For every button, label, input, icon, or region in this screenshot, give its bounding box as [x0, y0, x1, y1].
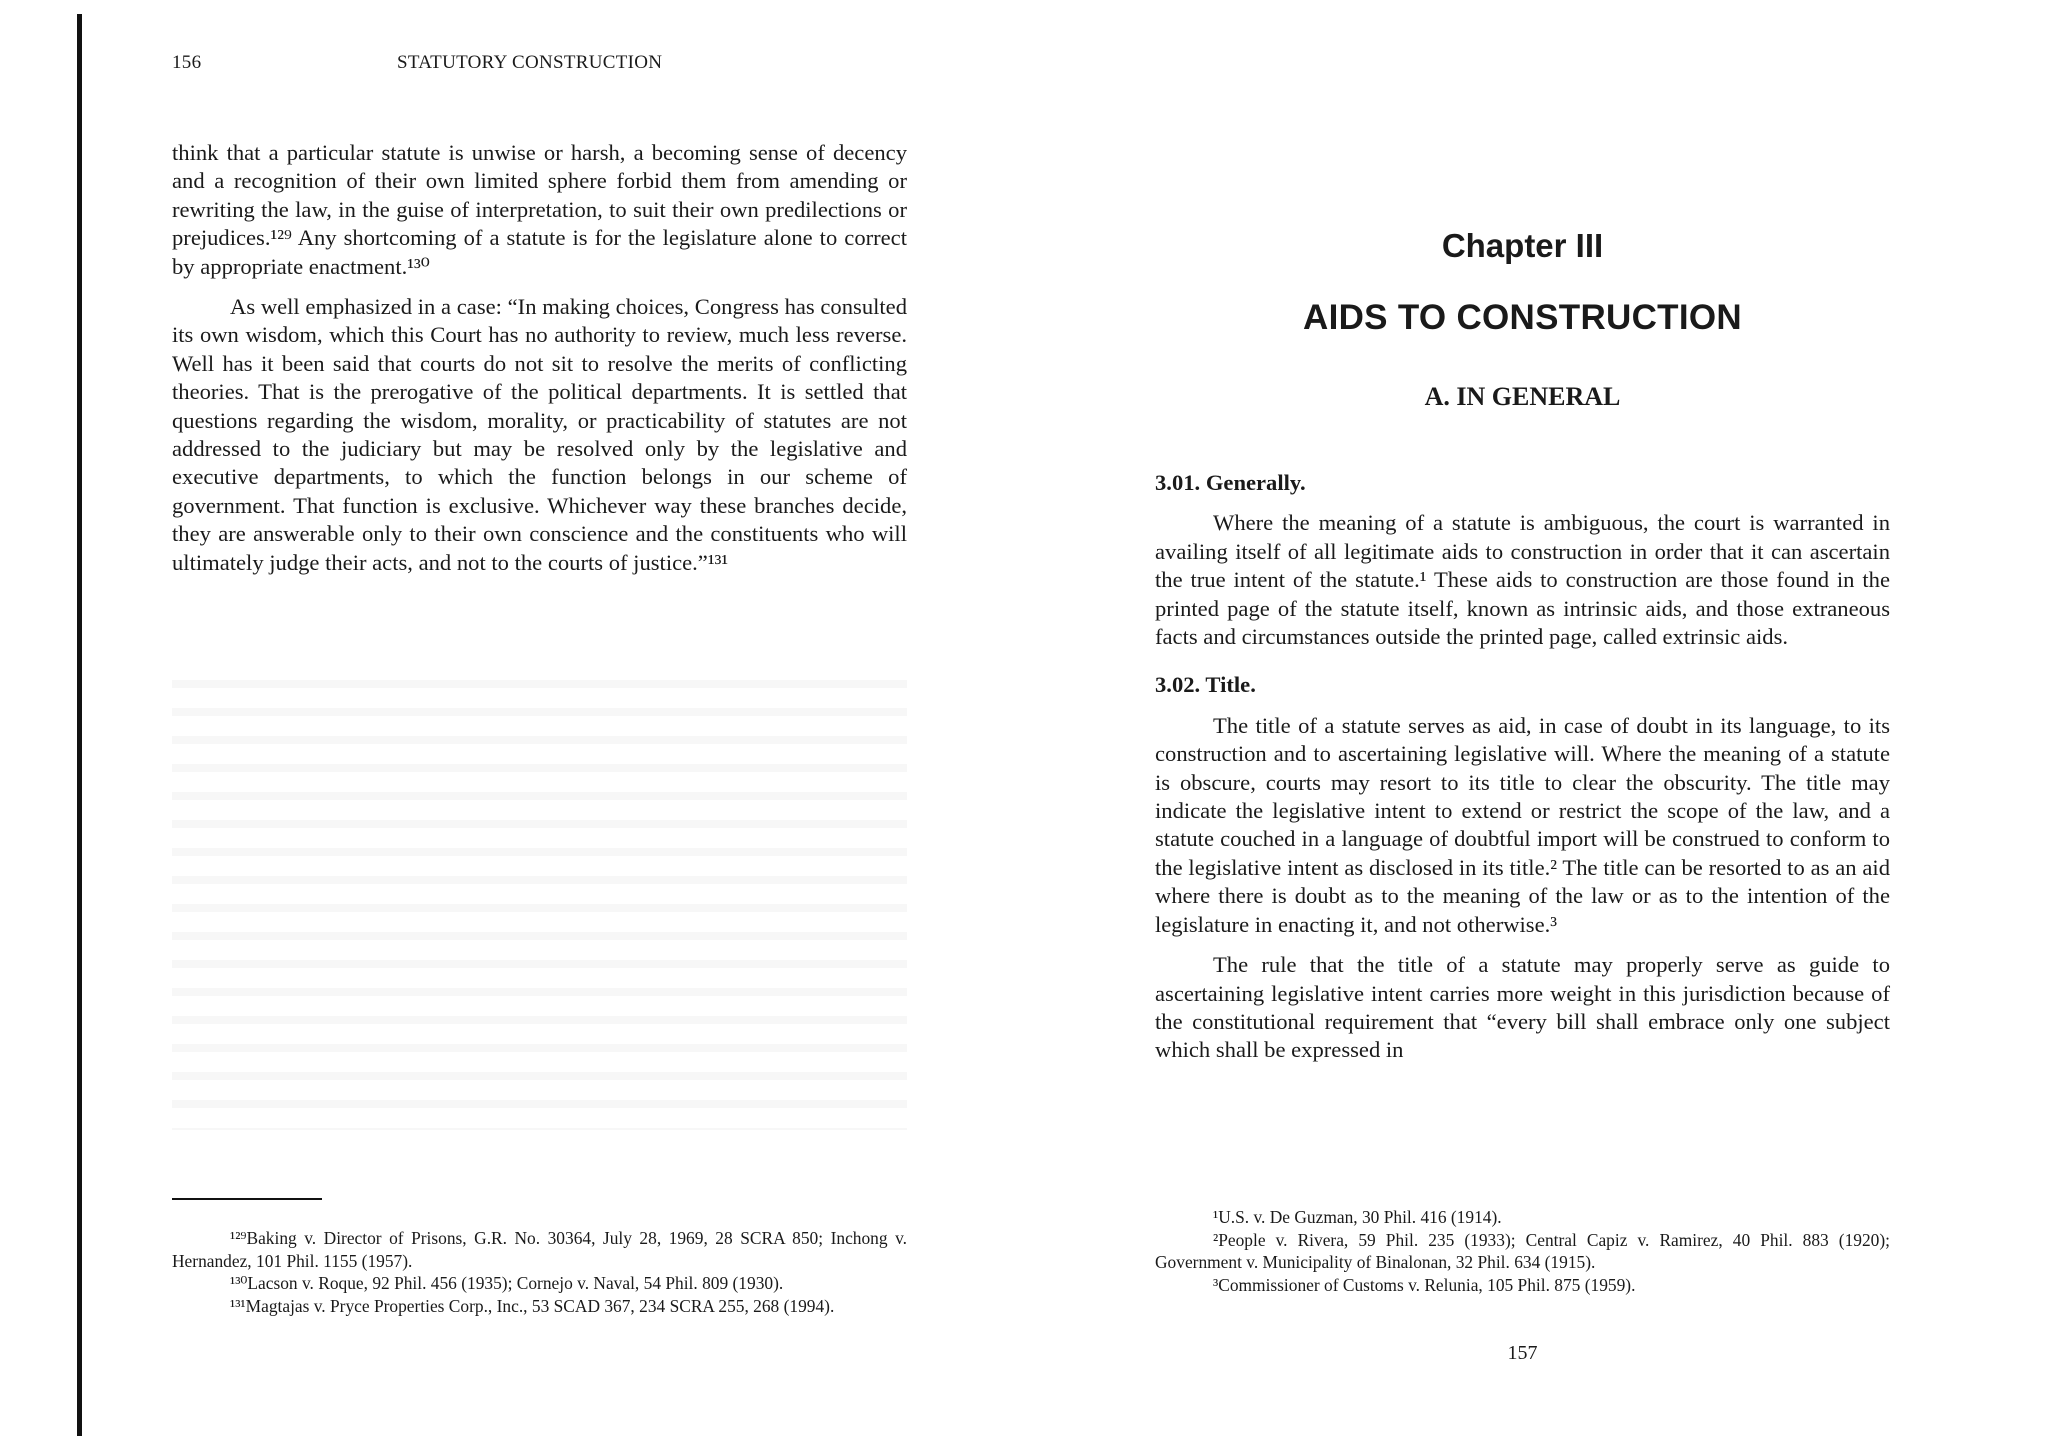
footnote: ¹³⁰Lacson v. Roque, 92 Phil. 456 (1935); Cornejo v. Naval, 54 Phil. 809 (1930). — [230, 1273, 784, 1293]
page-number: 156 — [172, 52, 202, 73]
paragraph: As well emphasized in a case: “In making choices, Congress has consulted its own wisdom, which this Court has no authority to review, much less reverse. Well has it been said that courts do not sit to resolve the merits of conflicting theories. That is the prerogative of the political departments. It is settled that questions regarding the wisdom, morality, or practicability of statutes are not addressed to the judiciary but may be resolved only by the legislative and executive departments, to which the function belongs in our scheme of government. That function is exclusive. Whichever way these branches decide, they are answerable only to their own conscience and the constituents who will ultimately judge their acts, and not to the courts of justice.”¹³¹ — [172, 294, 907, 575]
paragraph: think that a particular statute is unwise or harsh, a becoming sense of decency and a recognition of their own limited sphere forbid them from amending or rewriting the law, in the guise of interpretation, to suit their own predilections or prejudices.¹²⁹ Any shortcoming of a statute is for the legislature alone to correct by appropriate enactment.¹³⁰ — [172, 140, 907, 279]
subsection-heading: 3.01. Generally. — [1155, 470, 1306, 495]
chapter-title: AIDS TO CONSTRUCTION — [1303, 298, 1742, 337]
right-body-text — [1155, 469, 1890, 1065]
show-through-text — [172, 660, 907, 1130]
footnote-rule — [172, 1198, 322, 1200]
footnote: ¹²⁹Baking v. Director of Prisons, G.R. No. 30364, July 28, 1969, 28 SCRA 850; Inchong v. Hernandez, 101 Phil. 1155 (1957). — [172, 1228, 907, 1271]
footnote: ²People v. Rivera, 59 Phil. 235 (1933); Central Capiz v. Ramirez, 40 Phil. 883 (1920); Government v. Municipality of Binalonan, 32 Phil. 634 (1915). — [1155, 1229, 1890, 1272]
paragraph: The title of a statute serves as aid, in case of doubt in its language, to its construction and to ascertaining legislative will. Where the meaning of a statute is obscure, courts may resort to its title to clear the obscurity. The title may indicate the legislative intent to extend or restrict the scope of the law, and a statute couched in a language of doubtful import will be construed to conform to the legislative intent as disclosed in its title.² The title can be resorted to as an aid where there is doubt as to the meaning of the law or as to the intention of the legislature in enacting it, and not otherwise.³ — [1155, 712, 1890, 937]
running-head — [172, 52, 907, 78]
subsection-heading: 3.02. Title. — [1155, 672, 1256, 698]
page-number: 157 — [1507, 1342, 1538, 1364]
footnote: ³Commissioner of Customs v. Relunia, 105 Phil. 875 (1959). — [1213, 1274, 1636, 1295]
footnote: ¹³¹Magtajas v. Pryce Properties Corp., Inc., 53 SCAD 367, 234 SCRA 255, 268 (1994). — [230, 1295, 835, 1316]
section-heading: A. IN GENERAL — [1424, 382, 1621, 411]
book-spine-edge — [77, 14, 82, 1436]
paragraph: The rule that the title of a statute may properly serve as guide to ascertaining legislative intent carries more weight in this jurisdiction because of the constitutional requirement that “every bill shall embrace only one subject which shall be expressed in — [1155, 952, 1890, 1063]
right-page — [1155, 0, 1890, 1447]
left-body-text — [172, 139, 907, 577]
chapter-label: Chapter III — [1441, 227, 1604, 264]
running-title: STATUTORY CONSTRUCTION — [397, 52, 663, 73]
left-page — [172, 0, 907, 1447]
paragraph: Where the meaning of a statute is ambiguous, the court is warranted in availing itself of all legitimate aids to construction in order that it can ascertain the true intent of the statute.¹ These aids to construction are those found in the printed page of the statute itself, known as intrinsic aids, and those extraneous facts and circumstances outside the printed page, called extrinsic aids. — [1155, 510, 1890, 650]
footnote: ¹U.S. v. De Guzman, 30 Phil. 416 (1914). — [1213, 1207, 1502, 1227]
right-footnotes — [1155, 1206, 1890, 1296]
left-footnotes — [172, 1227, 907, 1317]
